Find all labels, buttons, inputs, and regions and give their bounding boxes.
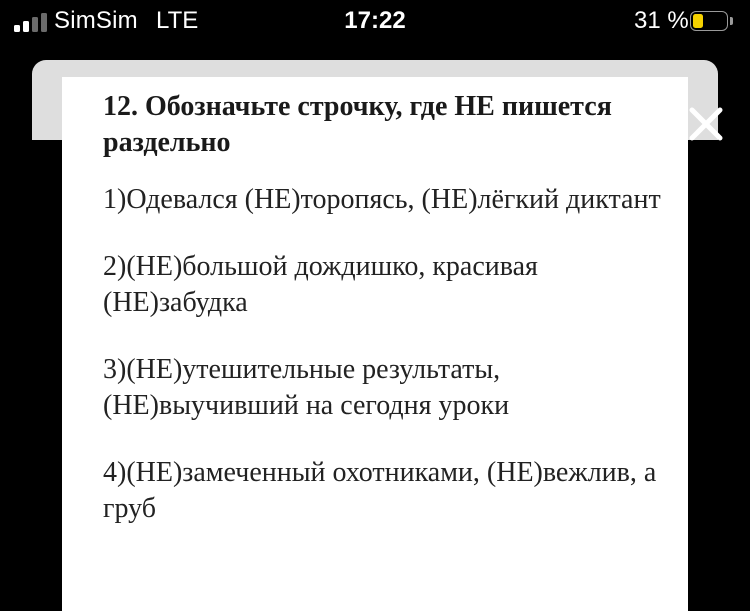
answer-option-3: 3)(НЕ)утешительные результаты, (НЕ)выучивший на сегодня уроки [103,354,510,421]
task-content [103,89,663,558]
battery-terminal [730,17,733,25]
attachment-image [62,77,688,611]
status-bar [0,0,750,44]
question-text: 12. Обозначьте строчку, где НЕ пишется раздельно [103,91,612,158]
close-button[interactable] [686,104,726,144]
answer-option-1: 1)Одевался (НЕ)торопясь, (НЕ)лёгкий диктант [103,184,661,215]
answer-option-4: 4)(НЕ)замеченный охотниками, (НЕ)вежлив, а груб [103,457,657,524]
status-time: 17:22 [344,7,406,34]
battery-percent: 31 % [634,7,689,34]
battery-icon [690,11,734,31]
battery-level-fill [693,14,703,28]
answer-option-2: 2)(НЕ)большой дождишко, красивая (НЕ)забудка [103,251,538,318]
close-icon [686,104,726,144]
network-type: LTE [156,7,199,34]
carrier-name: SimSim [54,7,138,34]
